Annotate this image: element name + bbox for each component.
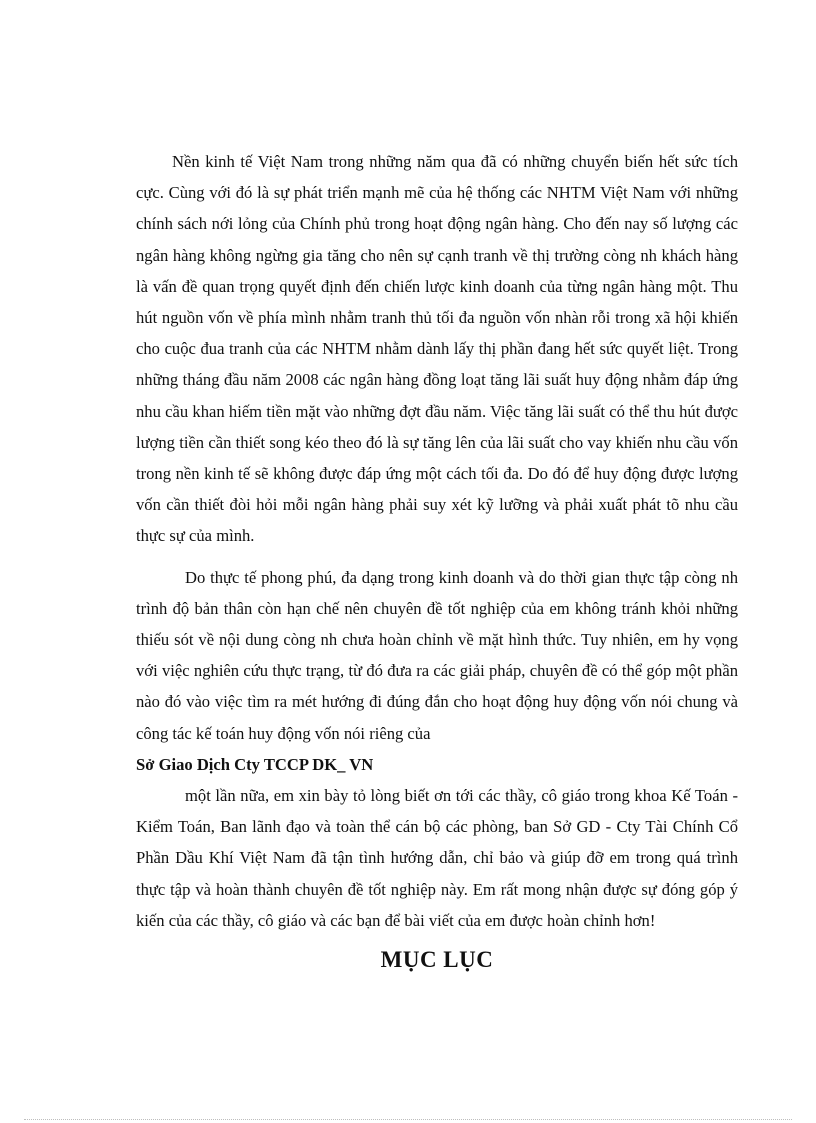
intro-paragraph: Nền kinh tế Việt Nam trong những năm qua đã có những chuyển biến hết sức tích cực. Cùng với đó là sự phát triển mạnh mẽ của hệ thống các NHTM Việt Nam với những chính sách nới lỏng của Chính phủ trong hoạt động ngân hàng. Cho đến nay số lượng các ngân hàng không ngừng gia tăng cho nên sự cạnh tranh về thị trường còng nh khách hàng là vấn đề quan trọng quyết định đến chiến lược kinh doanh của từng ngân hàng một. Thu hút nguồn vốn về phía mình nhằm tranh thủ tối đa nguồn vốn nhàn rỗi trong xã hội khiến cho cuộc đua tranh của các NHTM nhằm dành lấy thị phần đang hết sức quyết liệt. Trong những tháng đầu năm 2008 các ngân hàng đồng loạt tăng lãi suất huy động nhằm đáp ứng nhu cầu khan hiếm tiền mặt vào những đợt đầu năm. Việc tăng lãi suất có thể thu hút được lượng tiền cần thiết song kéo theo đó là sự tăng lên của lãi suất cho vay khiến nhu cầu vốn trong nền kinh tế sẽ không được đáp ứng một cách tối đa. Do đó để huy động được lượng vốn cần thiết đòi hỏi mỗi ngân hàng phải suy xét kỹ lưỡng và phải xuất phát tõ nhu cầu thực sự của mình. bbox=[136, 152, 738, 546]
limitations-paragraph: Do thực tế phong phú, đa dạng trong kinh doanh và do thời gian thực tập còng nh trình độ bản thân còn hạn chế nên chuyên đề tốt nghiệp của em không tránh khỏi những thiếu sót về nội dung còng nh chưa hoàn chỉnh về mặt hình thức. Tuy nhiên, em hy vọng với việc nghiên cứu thực trạng, từ đó đưa ra các giải pháp, chuyên đề có thể góp một phần nào đó vào việc tìm ra mét hướng đi đúng đắn cho hoạt động huy động vốn nói chung và công tác kế toán huy động vốn nói riêng của bbox=[136, 567, 738, 743]
page-bottom-divider bbox=[24, 1119, 792, 1120]
organization-name: Sở Giao Dịch Cty TCCP DK_ VN bbox=[136, 754, 374, 774]
acknowledgement-paragraph: một lần nữa, em xin bày tỏ lòng biết ơn tới các thầy, cô giáo trong khoa Kế Toán - Kiểm Toán, Ban lãnh đạo và toàn thể cán bộ các phòng, ban Sở GD - Cty Tài Chính Cổ Phần Dầu Khí Việt Nam đã tận tình hướng dẫn, chỉ bảo và giúp đỡ em trong quá trình thực tập và hoàn thành chuyên đề tốt nghiệp này. Em rất mong nhận được sự đóng góp ý kiến của các thầy, cô giáo và các bạn để bài viết của em được hoàn chỉnh hơn! bbox=[136, 786, 738, 930]
document-body bbox=[136, 146, 738, 936]
table-of-contents-heading: MỤC LỤC bbox=[380, 947, 494, 972]
